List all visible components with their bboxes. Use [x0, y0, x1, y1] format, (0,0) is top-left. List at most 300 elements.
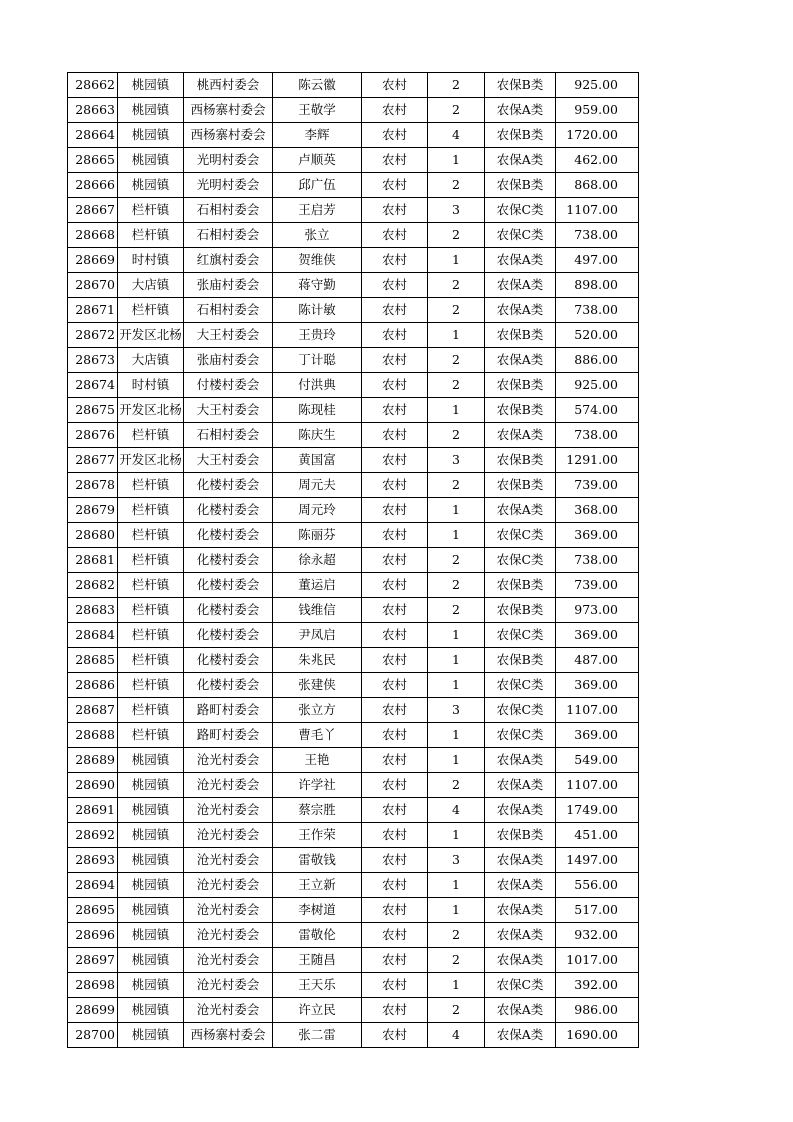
village-committee-cell: 沧光村委会 [184, 898, 273, 923]
village-committee-cell: 光明村委会 [184, 148, 273, 173]
table-row [68, 873, 639, 898]
record-id-cell: 28673 [68, 348, 118, 373]
town-cell: 桃园镇 [118, 748, 184, 773]
area-type-cell: 农村 [362, 173, 428, 198]
area-type-cell: 农村 [362, 348, 428, 373]
amount-cell: 932.00 [556, 923, 639, 948]
table-row [68, 273, 639, 298]
household-size-cell: 3 [428, 198, 485, 223]
table-row [68, 973, 639, 998]
amount-cell: 973.00 [556, 598, 639, 623]
table-row [68, 698, 639, 723]
amount-cell: 517.00 [556, 898, 639, 923]
insurance-category-cell: 农保A类 [485, 98, 556, 123]
town-cell: 栏杆镇 [118, 623, 184, 648]
person-name-cell: 王贵玲 [273, 323, 362, 348]
household-size-cell: 1 [428, 823, 485, 848]
household-size-cell: 4 [428, 798, 485, 823]
insurance-category-cell: 农保A类 [485, 873, 556, 898]
record-id-cell: 28665 [68, 148, 118, 173]
household-size-cell: 2 [428, 998, 485, 1023]
village-committee-cell: 沧光村委会 [184, 948, 273, 973]
record-id-cell: 28677 [68, 448, 118, 473]
household-size-cell: 4 [428, 1023, 485, 1048]
town-cell: 栏杆镇 [118, 648, 184, 673]
area-type-cell: 农村 [362, 848, 428, 873]
person-name-cell: 钱维信 [273, 598, 362, 623]
person-name-cell: 周元玲 [273, 498, 362, 523]
village-committee-cell: 石相村委会 [184, 423, 273, 448]
village-committee-cell: 沧光村委会 [184, 748, 273, 773]
amount-cell: 886.00 [556, 348, 639, 373]
person-name-cell: 丁计聪 [273, 348, 362, 373]
insurance-category-cell: 农保A类 [485, 948, 556, 973]
village-committee-cell: 大王村委会 [184, 448, 273, 473]
amount-cell: 462.00 [556, 148, 639, 173]
person-name-cell: 蔡宗胜 [273, 798, 362, 823]
table-row [68, 248, 639, 273]
village-committee-cell: 化楼村委会 [184, 473, 273, 498]
area-type-cell: 农村 [362, 448, 428, 473]
person-name-cell: 张立方 [273, 698, 362, 723]
person-name-cell: 邱广伍 [273, 173, 362, 198]
table-row [68, 848, 639, 873]
amount-cell: 898.00 [556, 273, 639, 298]
insurance-category-cell: 农保A类 [485, 923, 556, 948]
person-name-cell: 王艳 [273, 748, 362, 773]
town-cell: 桃园镇 [118, 123, 184, 148]
area-type-cell: 农村 [362, 948, 428, 973]
record-id-cell: 28694 [68, 873, 118, 898]
table-row [68, 598, 639, 623]
record-id-cell: 28678 [68, 473, 118, 498]
town-cell: 桃园镇 [118, 948, 184, 973]
record-id-cell: 28683 [68, 598, 118, 623]
village-committee-cell: 大王村委会 [184, 398, 273, 423]
record-id-cell: 28684 [68, 623, 118, 648]
area-type-cell: 农村 [362, 923, 428, 948]
area-type-cell: 农村 [362, 723, 428, 748]
insurance-category-cell: 农保B类 [485, 573, 556, 598]
household-size-cell: 3 [428, 448, 485, 473]
insurance-category-cell: 农保C类 [485, 223, 556, 248]
person-name-cell: 陈云徽 [273, 73, 362, 98]
table-row [68, 548, 639, 573]
village-committee-cell: 沧光村委会 [184, 998, 273, 1023]
amount-cell: 369.00 [556, 623, 639, 648]
village-committee-cell: 化楼村委会 [184, 523, 273, 548]
area-type-cell: 农村 [362, 648, 428, 673]
household-size-cell: 1 [428, 148, 485, 173]
insurance-category-cell: 农保B类 [485, 373, 556, 398]
insurance-category-cell: 农保A类 [485, 148, 556, 173]
record-id-cell: 28682 [68, 573, 118, 598]
household-size-cell: 1 [428, 673, 485, 698]
insurance-category-cell: 农保A类 [485, 773, 556, 798]
amount-cell: 451.00 [556, 823, 639, 848]
town-cell: 栏杆镇 [118, 698, 184, 723]
village-committee-cell: 沧光村委会 [184, 823, 273, 848]
amount-cell: 925.00 [556, 73, 639, 98]
area-type-cell: 农村 [362, 298, 428, 323]
person-name-cell: 张建侠 [273, 673, 362, 698]
person-name-cell: 雷敬伦 [273, 923, 362, 948]
area-type-cell: 农村 [362, 148, 428, 173]
record-id-cell: 28685 [68, 648, 118, 673]
insurance-category-cell: 农保C类 [485, 548, 556, 573]
household-size-cell: 2 [428, 73, 485, 98]
person-name-cell: 雷敬钱 [273, 848, 362, 873]
household-size-cell: 1 [428, 398, 485, 423]
household-size-cell: 1 [428, 973, 485, 998]
village-committee-cell: 张庙村委会 [184, 273, 273, 298]
table-row [68, 998, 639, 1023]
village-committee-cell: 付楼村委会 [184, 373, 273, 398]
table-row [68, 298, 639, 323]
record-id-cell: 28697 [68, 948, 118, 973]
household-size-cell: 2 [428, 173, 485, 198]
household-size-cell: 1 [428, 898, 485, 923]
insurance-category-cell: 农保B类 [485, 473, 556, 498]
amount-cell: 1107.00 [556, 198, 639, 223]
village-committee-cell: 西杨寨村委会 [184, 1023, 273, 1048]
area-type-cell: 农村 [362, 548, 428, 573]
area-type-cell: 农村 [362, 523, 428, 548]
village-committee-cell: 石相村委会 [184, 298, 273, 323]
insurance-category-cell: 农保C类 [485, 698, 556, 723]
person-name-cell: 陈庆生 [273, 423, 362, 448]
record-id-cell: 28689 [68, 748, 118, 773]
village-committee-cell: 沧光村委会 [184, 848, 273, 873]
town-cell: 桃园镇 [118, 973, 184, 998]
insurance-category-cell: 农保B类 [485, 598, 556, 623]
person-name-cell: 陈计敏 [273, 298, 362, 323]
table-row [68, 398, 639, 423]
village-committee-cell: 沧光村委会 [184, 798, 273, 823]
record-id-cell: 28681 [68, 548, 118, 573]
village-committee-cell: 张庙村委会 [184, 348, 273, 373]
person-name-cell: 陈现桂 [273, 398, 362, 423]
record-id-cell: 28676 [68, 423, 118, 448]
amount-cell: 574.00 [556, 398, 639, 423]
table-row [68, 148, 639, 173]
area-type-cell: 农村 [362, 198, 428, 223]
household-size-cell: 1 [428, 248, 485, 273]
table-row [68, 648, 639, 673]
record-id-cell: 28700 [68, 1023, 118, 1048]
amount-cell: 369.00 [556, 673, 639, 698]
person-name-cell: 许立民 [273, 998, 362, 1023]
area-type-cell: 农村 [362, 873, 428, 898]
household-size-cell: 1 [428, 323, 485, 348]
person-name-cell: 蒋守勤 [273, 273, 362, 298]
insurance-category-cell: 农保C类 [485, 973, 556, 998]
town-cell: 桃园镇 [118, 73, 184, 98]
town-cell: 桃园镇 [118, 898, 184, 923]
record-id-cell: 28675 [68, 398, 118, 423]
table-row [68, 323, 639, 348]
town-cell: 栏杆镇 [118, 723, 184, 748]
record-id-cell: 28695 [68, 898, 118, 923]
person-name-cell: 张立 [273, 223, 362, 248]
village-committee-cell: 沧光村委会 [184, 773, 273, 798]
insurance-category-cell: 农保C类 [485, 623, 556, 648]
record-id-cell: 28671 [68, 298, 118, 323]
record-id-cell: 28662 [68, 73, 118, 98]
amount-cell: 868.00 [556, 173, 639, 198]
insurance-category-cell: 农保A类 [485, 998, 556, 1023]
village-committee-cell: 路町村委会 [184, 698, 273, 723]
area-type-cell: 农村 [362, 123, 428, 148]
record-id-cell: 28674 [68, 373, 118, 398]
amount-cell: 556.00 [556, 873, 639, 898]
person-name-cell: 张二雷 [273, 1023, 362, 1048]
amount-cell: 369.00 [556, 723, 639, 748]
amount-cell: 739.00 [556, 473, 639, 498]
area-type-cell: 农村 [362, 473, 428, 498]
amount-cell: 738.00 [556, 423, 639, 448]
table-row [68, 373, 639, 398]
village-committee-cell: 石相村委会 [184, 223, 273, 248]
table-row [68, 573, 639, 598]
town-cell: 时村镇 [118, 373, 184, 398]
area-type-cell: 农村 [362, 573, 428, 598]
town-cell: 栏杆镇 [118, 498, 184, 523]
household-size-cell: 2 [428, 773, 485, 798]
record-id-cell: 28664 [68, 123, 118, 148]
record-id-cell: 28666 [68, 173, 118, 198]
town-cell: 桃园镇 [118, 798, 184, 823]
town-cell: 栏杆镇 [118, 548, 184, 573]
person-name-cell: 陈丽芬 [273, 523, 362, 548]
household-size-cell: 2 [428, 548, 485, 573]
amount-cell: 497.00 [556, 248, 639, 273]
record-id-cell: 28690 [68, 773, 118, 798]
insurance-category-cell: 农保B类 [485, 823, 556, 848]
town-cell: 栏杆镇 [118, 673, 184, 698]
town-cell: 栏杆镇 [118, 298, 184, 323]
insurance-category-cell: 农保B类 [485, 398, 556, 423]
household-size-cell: 3 [428, 848, 485, 873]
record-id-cell: 28686 [68, 673, 118, 698]
person-name-cell: 黄国富 [273, 448, 362, 473]
area-type-cell: 农村 [362, 373, 428, 398]
area-type-cell: 农村 [362, 623, 428, 648]
household-size-cell: 2 [428, 473, 485, 498]
table-row [68, 423, 639, 448]
village-committee-cell: 西杨寨村委会 [184, 98, 273, 123]
table-row [68, 223, 639, 248]
town-cell: 桃园镇 [118, 173, 184, 198]
record-id-cell: 28687 [68, 698, 118, 723]
table-row [68, 173, 639, 198]
town-cell: 桃园镇 [118, 148, 184, 173]
amount-cell: 1291.00 [556, 448, 639, 473]
town-cell: 开发区北杨 [118, 323, 184, 348]
insurance-category-cell: 农保C类 [485, 198, 556, 223]
person-name-cell: 朱兆民 [273, 648, 362, 673]
table-row [68, 473, 639, 498]
area-type-cell: 农村 [362, 823, 428, 848]
village-committee-cell: 路町村委会 [184, 723, 273, 748]
village-committee-cell: 化楼村委会 [184, 573, 273, 598]
person-name-cell: 李辉 [273, 123, 362, 148]
insurance-category-cell: 农保A类 [485, 848, 556, 873]
table-row [68, 798, 639, 823]
amount-cell: 925.00 [556, 373, 639, 398]
amount-cell: 739.00 [556, 573, 639, 598]
insurance-category-cell: 农保C类 [485, 673, 556, 698]
table-row [68, 448, 639, 473]
table-row [68, 1023, 639, 1048]
household-size-cell: 2 [428, 273, 485, 298]
town-cell: 栏杆镇 [118, 223, 184, 248]
area-type-cell: 农村 [362, 273, 428, 298]
insurance-category-cell: 农保A类 [485, 298, 556, 323]
household-size-cell: 3 [428, 698, 485, 723]
town-cell: 栏杆镇 [118, 473, 184, 498]
person-name-cell: 付洪典 [273, 373, 362, 398]
town-cell: 栏杆镇 [118, 198, 184, 223]
insurance-category-cell: 农保A类 [485, 748, 556, 773]
table-row [68, 198, 639, 223]
area-type-cell: 农村 [362, 323, 428, 348]
area-type-cell: 农村 [362, 398, 428, 423]
record-id-cell: 28696 [68, 923, 118, 948]
person-name-cell: 王敬学 [273, 98, 362, 123]
amount-cell: 738.00 [556, 223, 639, 248]
insurance-category-cell: 农保A类 [485, 898, 556, 923]
insurance-category-cell: 农保A类 [485, 248, 556, 273]
insurance-category-cell: 农保A类 [485, 348, 556, 373]
village-committee-cell: 沧光村委会 [184, 973, 273, 998]
person-name-cell: 卢顺英 [273, 148, 362, 173]
household-size-cell: 1 [428, 498, 485, 523]
insurance-category-cell: 农保B类 [485, 323, 556, 348]
insurance-category-cell: 农保B类 [485, 173, 556, 198]
person-name-cell: 曹毛丫 [273, 723, 362, 748]
village-committee-cell: 西杨寨村委会 [184, 123, 273, 148]
record-id-cell: 28692 [68, 823, 118, 848]
amount-cell: 1749.00 [556, 798, 639, 823]
town-cell: 桃园镇 [118, 773, 184, 798]
amount-cell: 1107.00 [556, 773, 639, 798]
town-cell: 开发区北杨 [118, 448, 184, 473]
village-committee-cell: 化楼村委会 [184, 673, 273, 698]
area-type-cell: 农村 [362, 998, 428, 1023]
area-type-cell: 农村 [362, 73, 428, 98]
insurance-category-cell: 农保B类 [485, 123, 556, 148]
records-table-body [68, 73, 639, 1048]
amount-cell: 1720.00 [556, 123, 639, 148]
table-row [68, 823, 639, 848]
area-type-cell: 农村 [362, 423, 428, 448]
area-type-cell: 农村 [362, 798, 428, 823]
town-cell: 时村镇 [118, 248, 184, 273]
table-row [68, 73, 639, 98]
table-row [68, 898, 639, 923]
record-id-cell: 28663 [68, 98, 118, 123]
town-cell: 桃园镇 [118, 998, 184, 1023]
household-size-cell: 2 [428, 948, 485, 973]
household-size-cell: 1 [428, 623, 485, 648]
household-size-cell: 1 [428, 723, 485, 748]
household-size-cell: 1 [428, 648, 485, 673]
village-committee-cell: 光明村委会 [184, 173, 273, 198]
village-committee-cell: 化楼村委会 [184, 498, 273, 523]
amount-cell: 1017.00 [556, 948, 639, 973]
amount-cell: 738.00 [556, 298, 639, 323]
record-id-cell: 28688 [68, 723, 118, 748]
record-id-cell: 28698 [68, 973, 118, 998]
amount-cell: 392.00 [556, 973, 639, 998]
insurance-category-cell: 农保C类 [485, 523, 556, 548]
town-cell: 桃园镇 [118, 823, 184, 848]
household-size-cell: 2 [428, 423, 485, 448]
area-type-cell: 农村 [362, 748, 428, 773]
area-type-cell: 农村 [362, 223, 428, 248]
household-size-cell: 2 [428, 573, 485, 598]
person-name-cell: 尹凤启 [273, 623, 362, 648]
household-size-cell: 2 [428, 298, 485, 323]
table-row [68, 723, 639, 748]
area-type-cell: 农村 [362, 673, 428, 698]
insurance-category-cell: 农保A类 [485, 1023, 556, 1048]
town-cell: 大店镇 [118, 348, 184, 373]
household-size-cell: 1 [428, 873, 485, 898]
town-cell: 桃园镇 [118, 873, 184, 898]
record-id-cell: 28680 [68, 523, 118, 548]
table-row [68, 923, 639, 948]
person-name-cell: 许学社 [273, 773, 362, 798]
insurance-category-cell: 农保C类 [485, 723, 556, 748]
household-size-cell: 2 [428, 598, 485, 623]
village-committee-cell: 沧光村委会 [184, 923, 273, 948]
household-size-cell: 1 [428, 748, 485, 773]
village-committee-cell: 化楼村委会 [184, 648, 273, 673]
amount-cell: 959.00 [556, 98, 639, 123]
town-cell: 栏杆镇 [118, 523, 184, 548]
insurance-category-cell: 农保A类 [485, 498, 556, 523]
record-id-cell: 28672 [68, 323, 118, 348]
area-type-cell: 农村 [362, 498, 428, 523]
town-cell: 大店镇 [118, 273, 184, 298]
household-size-cell: 2 [428, 98, 485, 123]
area-type-cell: 农村 [362, 98, 428, 123]
record-id-cell: 28667 [68, 198, 118, 223]
records-table [67, 72, 639, 1048]
insurance-category-cell: 农保B类 [485, 648, 556, 673]
village-committee-cell: 沧光村委会 [184, 873, 273, 898]
insurance-category-cell: 农保B类 [485, 73, 556, 98]
person-name-cell: 周元夫 [273, 473, 362, 498]
person-name-cell: 李树道 [273, 898, 362, 923]
area-type-cell: 农村 [362, 898, 428, 923]
amount-cell: 368.00 [556, 498, 639, 523]
amount-cell: 487.00 [556, 648, 639, 673]
village-committee-cell: 石相村委会 [184, 198, 273, 223]
record-id-cell: 28693 [68, 848, 118, 873]
village-committee-cell: 化楼村委会 [184, 623, 273, 648]
person-name-cell: 王作荣 [273, 823, 362, 848]
person-name-cell: 董运启 [273, 573, 362, 598]
record-id-cell: 28669 [68, 248, 118, 273]
area-type-cell: 农村 [362, 698, 428, 723]
person-name-cell: 王天乐 [273, 973, 362, 998]
table-row [68, 98, 639, 123]
area-type-cell: 农村 [362, 973, 428, 998]
village-committee-cell: 化楼村委会 [184, 548, 273, 573]
